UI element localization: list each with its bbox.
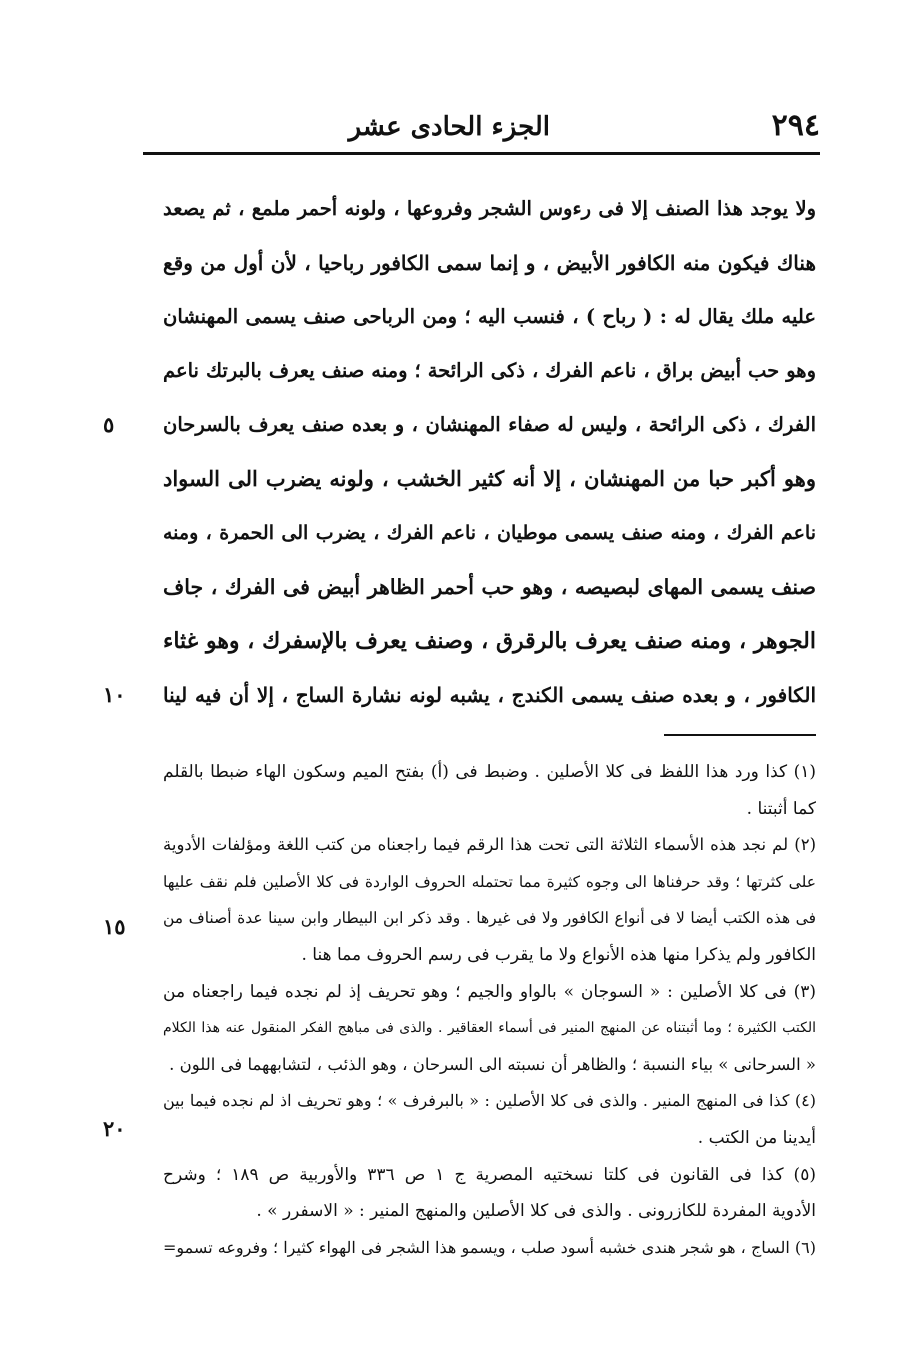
footnote-line: فى هذه الكتب أيضا لا فى أنواع الكافور ولا فى غيرها . وقد ذكر ابن البيطار وابن سينا عدة أصناف من <box>163 909 816 928</box>
page-number: ٢٩٤ <box>771 108 820 143</box>
footnotes <box>163 754 816 1266</box>
line-number: ٥ <box>103 412 115 437</box>
page-header <box>143 108 820 152</box>
footnote-line: الأدوية المفردة للكازرونى . والذى فى كلا الأصلين والمنهج المنير : « الاسفرر » . <box>256 1201 816 1222</box>
main-line: الفرك ، ذكى الرائحة ، وليس له صفاء المهنشان ، و بعده صنف يعرف بالسرحان <box>163 413 816 436</box>
line-number: ١٠ <box>103 682 126 707</box>
footnote-line: (٦) الساج ، هو شجر هندى خشبه أسود صلب ، ويسمو هذا الشجر فى الهواء كثيرا ؛ وفروعه تسمو= <box>163 1237 816 1257</box>
main-line: الكافور ، و بعده صنف يسمى الكندج ، يشبه لونه نشارة الساج ، إلا أن فيه لينا <box>163 683 816 707</box>
main-line: وهو أكبر حبا من المهنشان ، إلا أنه كثير الخشب ، ولونه يضرب الى السواد <box>163 466 816 491</box>
footnote-line: الكافور ولم يذكرا منها هذه الأنواع ولا ما يقرب فى رسم الحروف مما هنا . <box>301 944 816 965</box>
footnote-line: الكتب الكثيرة ؛ وما أثبتناه عن المنهج المنير فى أسماء العقاقير . والذى فى مباهج الفكر المنقول عنه هذا الكلام <box>163 1020 816 1037</box>
main-line: ناعم الفرك ، ومنه صنف يسمى موطيان ، ناعم الفرك ، يضرب الى الحمرة ، ومنه <box>163 522 816 544</box>
footnote-line: (٢) لم نجد هذه الأسماء الثلاثة التى تحت هذا الرقم فيما راجعناه من كتب اللغة ومؤلفات الأدوية <box>163 835 816 855</box>
running-title: الجزء الحادى عشر <box>348 112 550 142</box>
main-line: وهو حب أبيض براق ، ناعم الفرك ، ذكى الرائحة ؛ ومنه صنف يعرف بالبرتك ناعم <box>163 359 816 382</box>
line-number: ١٥ <box>103 914 126 939</box>
main-line: عليه ملك يقال له : ( رباح ) ، فنسب اليه ؛ ومن الرباحى صنف يسمى المهنشان <box>163 305 816 328</box>
footnote-line: (٤) كذا فى المنهج المنير . والذى فى كلا الأصلين : « بالبرفرف » ؛ وهو تحريف اذ لم نجده فيما بين <box>163 1091 816 1111</box>
main-line: الجوهر ، ومنه صنف يعرف بالرقرق ، وصنف يعرف بالإسفرك ، وهو غثاء <box>163 628 816 654</box>
line-number: ٢٠ <box>103 1116 126 1141</box>
footnote-line: « السرحانى » بياء النسبة ؛ والظاهر أن نسبته الى السرحان ، وهو الذئب ، لتشابههما فى اللون . <box>169 1054 816 1074</box>
footnote-line: (٥) كذا فى القانون فى كلتا نسختيه المصرية ج ١ ص ٣٣٦ والأوربية ص ١٨٩ ؛ وشرح <box>163 1164 816 1185</box>
main-line: صنف يسمى المهاى لبصيصه ، وهو حب أحمر الظاهر أبيض فى الفرك ، جاف <box>163 575 816 599</box>
footnote-line: على كثرتها ؛ وقد حرفناها الى وجوه كثيرة مما تحتمله الحروف الواردة فى كلا الأصلين فلم نقف عليها <box>163 872 816 891</box>
main-line: ولا يوجد هذا الصنف إلا فى رءوس الشجر وفروعها ، ولونه أحمر ملمع ، ثم يصعد <box>163 197 816 220</box>
main-text <box>163 182 816 722</box>
main-line: هناك فيكون منه الكافور الأبيض ، و إنما سمى الكافور رباحيا ، لأن أول من وقع <box>163 251 816 275</box>
footnote-rule <box>664 734 816 736</box>
footnote-line: كما أثبتنا . <box>746 798 816 819</box>
header-rule <box>143 152 820 155</box>
footnote-line: (١) كذا ورد هذا اللفظ فى كلا الأصلين . وضبط فى (أ) بفتح الميم وسكون الهاء ضبطا بالقلم <box>163 762 816 782</box>
footnote-line: (٣) فى كلا الأصلين : « السوجان » بالواو والجيم ؛ وهو تحريف إذ لم نجده فيما راجعناه من <box>163 981 816 1002</box>
footnote-line: أيدينا من الكتب . <box>697 1127 816 1148</box>
